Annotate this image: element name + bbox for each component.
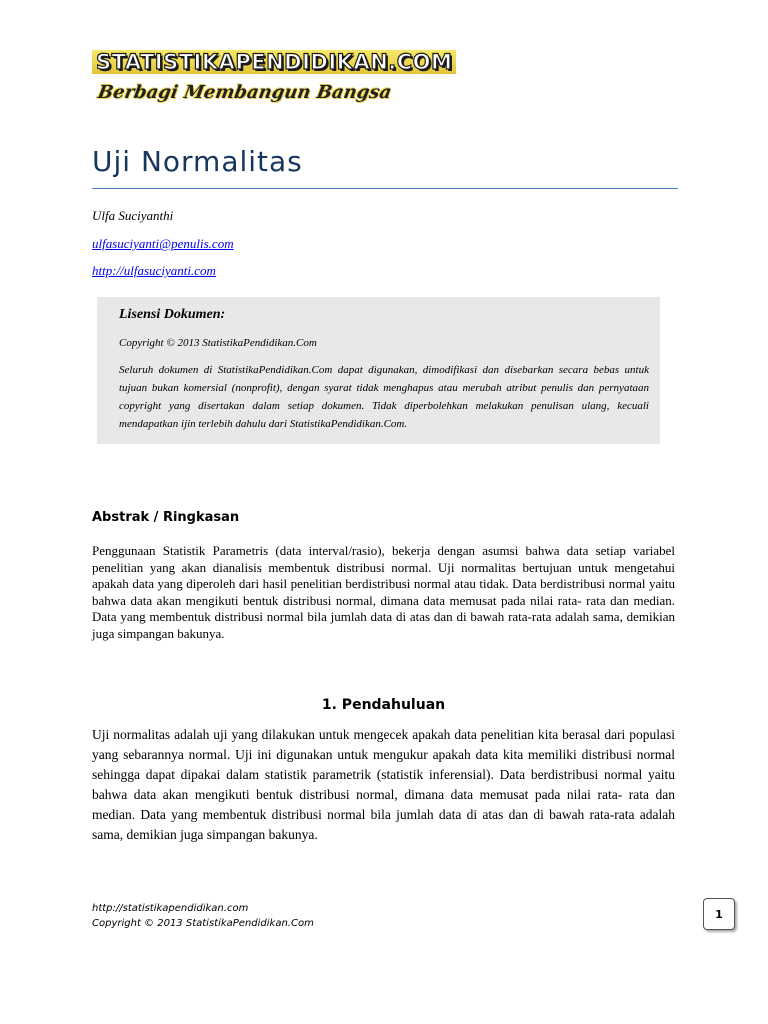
author-name: Ulfa Suciyanthi — [92, 208, 174, 223]
document-title: Uji Normalitas — [92, 145, 303, 178]
title-divider — [92, 188, 678, 189]
license-heading: Lisensi Dokumen: — [119, 307, 226, 322]
license-body: Seluruh dokumen di StatistikaPendidikan.Com dapat digunakan, dimodifikasi dan disebarkan secara bebas untuk tujuan bukan komersial (nonprofit), dengan syarat tidak menghapus atau merubah atribut penulis dan pernyataan copyright yang disertakan dalam setiap dokumen. Tidak diperbolehkan melakukan penulisan ulang, kecuali mendapatkan ijin terlebih dahulu dari StatistikaPendidikan.Com. — [119, 364, 649, 430]
license-copyright: Copyright © 2013 StatistikaPendidikan.Com — [119, 337, 317, 349]
section-1-heading: 1. Pendahuluan — [321, 697, 446, 713]
email-link[interactable]: ulfasuciyanti@penulis.com — [92, 236, 234, 251]
section-1-body: Uji normalitas adalah uji yang dilakukan untuk mengecek apakah data penelitian kita berasal dari populasi yang sebarannya normal. Uji ini digunakan untuk mengukur apakah data kita memiliki distribusi normal sehingga dapat dipakai dalam statistik parametrik (statistik inferensial). Data berdistribusi normal yaitu bahwa data akan mengikuti bentuk distribusi normal, dimana data memusat pada nilai rata- rata dan median. Data yang membentuk distribusi normal bila jumlah data di atas dan di bawah rata-rata adalah sama, demikian juga simpangan bakunya. — [92, 727, 675, 842]
abstract-body: Penggunaan Statistik Parametris (data interval/rasio), bekerja dengan asumsi bahwa data setiap variabel penelitian yang akan dianalisis membentuk distribusi normal. Uji normalitas bertujuan untuk mengetahui apakah data yang diperoleh dari hasil penelitian berdistribusi normal atau tidak. Data berdistribusi normal yaitu bahwa data akan mengikuti bentuk distribusi normal, dimana data memusat pada nilai rata- rata dan median. Data yang membentuk distribusi normal bila jumlah data di atas dan di bawah rata-rata adalah sama, demikian juga simpangan bakunya. — [92, 543, 675, 641]
license-box — [97, 297, 660, 444]
footer-url: http://statistikapendidikan.com — [92, 903, 249, 914]
site-tagline: Berbagi Membangun Bangsa — [96, 82, 394, 103]
footer-copyright: Copyright © 2013 StatistikaPendidikan.Com — [92, 918, 314, 929]
site-logo: STATISTIKAPENDIDIKAN.COM — [92, 50, 456, 74]
author-website[interactable] — [92, 263, 216, 279]
author-email[interactable] — [92, 236, 234, 252]
website-link[interactable]: http://ulfasuciyanti.com — [92, 263, 216, 278]
abstract-heading: Abstrak / Ringkasan — [92, 510, 240, 525]
page-number: 1 — [703, 898, 735, 930]
